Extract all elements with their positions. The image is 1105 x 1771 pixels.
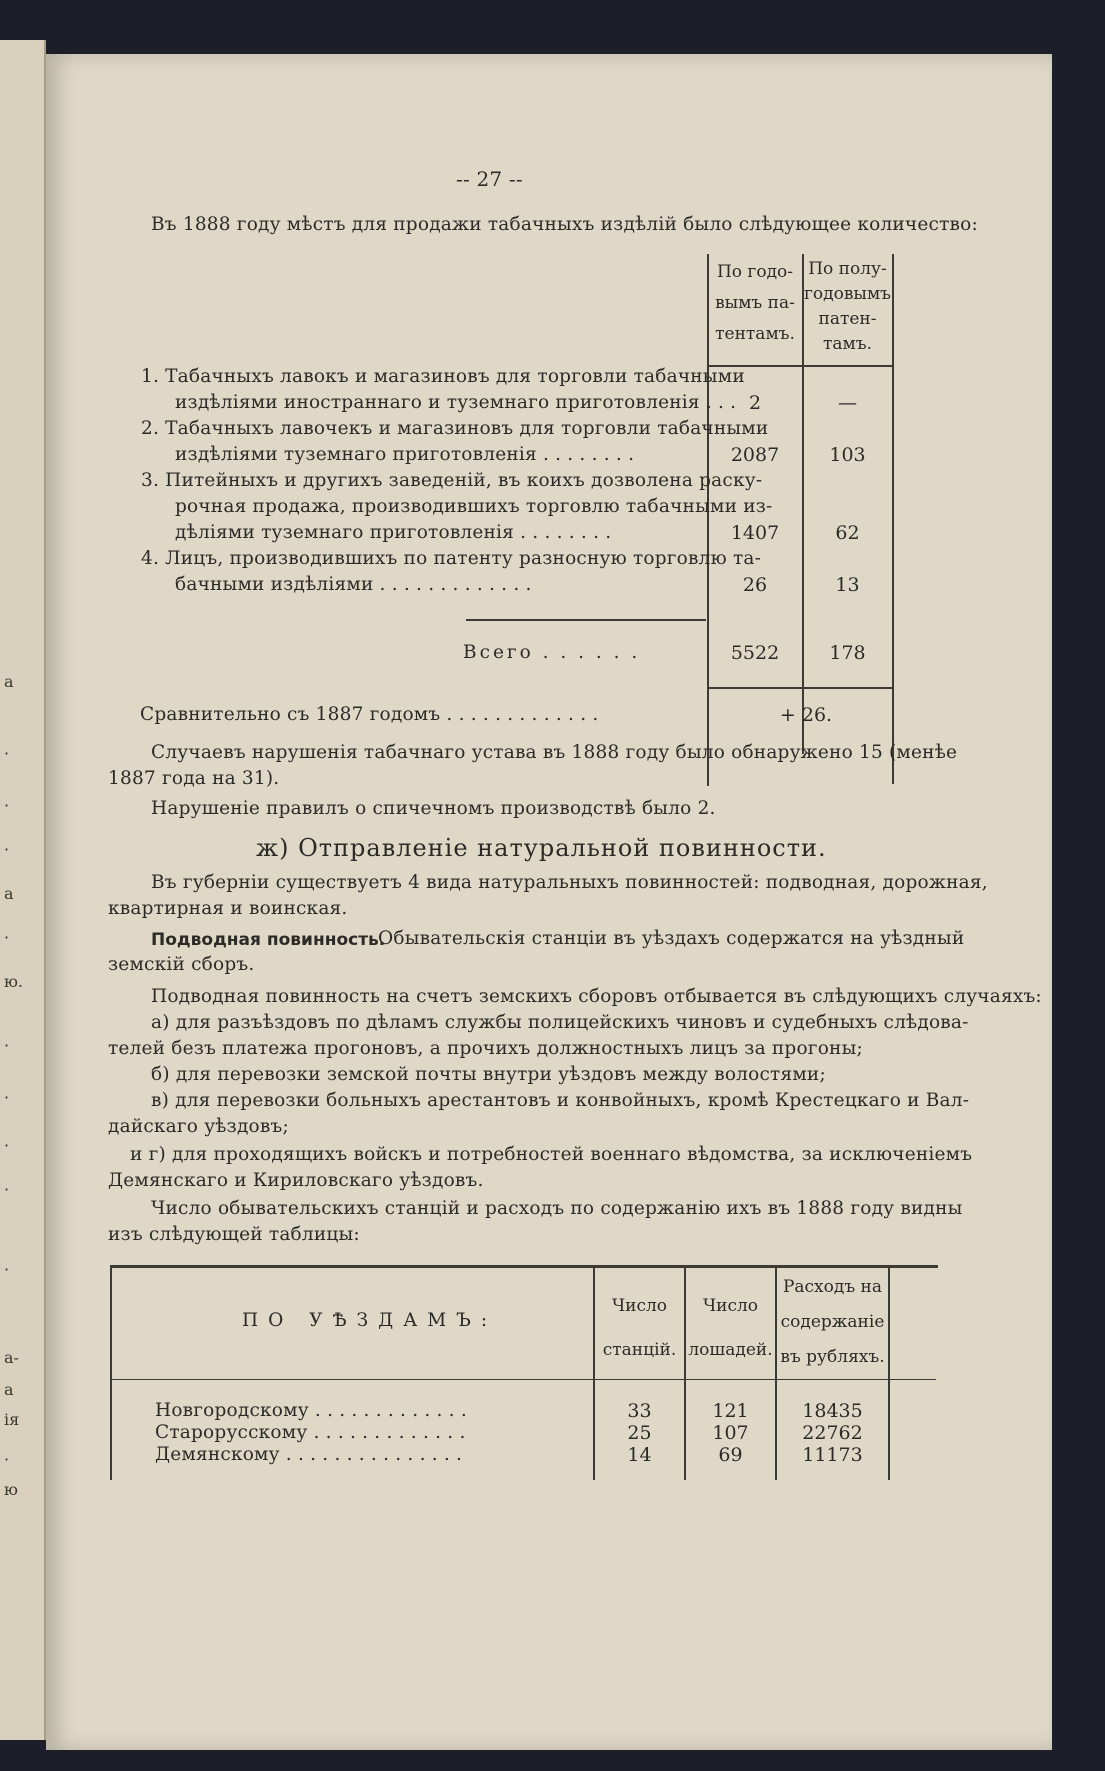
- table1-row-label: 1. Табачныхъ лавокъ и магазиновъ для торговли табачными: [141, 366, 745, 387]
- left-fragment: ·: [4, 1136, 10, 1155]
- paragraph-line: телей безъ платежа прогоновъ, а прочихъ должностныхъ лицъ за прогоны;: [108, 1038, 863, 1059]
- header-line: станцій.: [602, 1340, 677, 1360]
- left-fragment: ·: [4, 1260, 10, 1279]
- table2-row-name: Старорусскому . . . . . . . . . . . . .: [155, 1422, 466, 1443]
- table1-total-label: Всего . . . . . .: [463, 642, 641, 663]
- left-fragment: ·: [4, 1036, 10, 1055]
- table1-row-label: рочная продажа, производившихъ торговлю табачными из-: [175, 496, 773, 517]
- paragraph-line: Обывательскія станціи въ уѣздахъ содержатся на уѣздный: [378, 928, 965, 949]
- paragraph-line: Демянскаго и Кириловскаго уѣздовъ.: [108, 1170, 484, 1191]
- table1-divider: [892, 254, 894, 784]
- table2-value: 22762: [802, 1422, 863, 1444]
- paragraph-line: квартирная и воинская.: [108, 898, 348, 919]
- left-fragment: а: [4, 1380, 14, 1399]
- table2-value: 121: [712, 1400, 749, 1422]
- table1-value: 62: [835, 522, 860, 544]
- table1-value: —: [838, 392, 857, 414]
- paragraph-line: в) для перевозки больныхъ арестантовъ и конвойныхъ, кромѣ Крестецкаго и Вал-: [151, 1090, 970, 1111]
- left-fragment: ·: [4, 1180, 10, 1199]
- table1-row-label: издѣліями иностраннаго и туземнаго приготовленія . . .: [175, 392, 737, 413]
- page-number: -- 27 --: [456, 167, 523, 191]
- paragraph-line: Нарушеніе правилъ о спичечномъ производствѣ было 2.: [151, 798, 716, 819]
- header-line: годовымъ: [804, 284, 891, 304]
- left-fragment: ія: [4, 1410, 20, 1429]
- table1-value: 13: [835, 574, 860, 596]
- header-line: тамъ.: [823, 334, 872, 354]
- paragraph-line: Въ губерніи существуетъ 4 вида натуральныхъ повинностей: подводная, дорожная,: [151, 872, 988, 893]
- paragraph-line: дайскаго уѣздовъ;: [108, 1116, 289, 1137]
- header-line: содержаніе: [780, 1312, 885, 1332]
- table1-col1-header: [708, 257, 802, 350]
- left-fragment: а: [4, 884, 14, 903]
- table2-divider: [888, 1267, 890, 1480]
- paragraph-line: земскій сборъ.: [108, 954, 255, 975]
- table1-row-label: 3. Питейныхъ и другихъ заведеній, въ коихъ дозволена раску-: [141, 470, 763, 491]
- left-fragment: а: [4, 672, 14, 691]
- table2-horses-header: [686, 1284, 775, 1372]
- paragraph-line: Число обывательскихъ станцій и расходъ по содержанію ихъ въ 1888 году видны: [151, 1198, 963, 1219]
- paragraph-line: изъ слѣдующей таблицы:: [108, 1224, 360, 1245]
- table1-row-label: дѣліями туземнаго приготовленія . . . . . . . .: [175, 522, 612, 543]
- table2-divider: [110, 1267, 112, 1480]
- paragraph-line: б) для перевозки земской почты внутри уѣздовъ между волостями;: [151, 1064, 826, 1085]
- table1-value: 2087: [730, 444, 780, 466]
- header-line: По полу-: [808, 259, 887, 279]
- table1-row-label: издѣліями туземнаго приготовленія . . . . . . . .: [175, 444, 635, 465]
- left-fragment: ·: [4, 744, 10, 763]
- paragraph-line: Случаевъ нарушенія табачнаго устава въ 1888 году было обнаружено 15 (менѣе: [151, 742, 958, 763]
- table2-value: 18435: [802, 1400, 863, 1422]
- table2-value: 33: [627, 1400, 652, 1422]
- left-fragment: а-: [4, 1348, 19, 1367]
- table1-row-label: 2. Табачныхъ лавочекъ и магазиновъ для торговли табачными: [141, 418, 769, 439]
- table1-col2-header: [803, 257, 892, 357]
- table1-row-label: бачными издѣліями . . . . . . . . . . . . .: [175, 574, 532, 595]
- left-fragment: ю: [4, 1480, 18, 1499]
- paragraph-line: а) для разъѣздовъ по дѣламъ службы полицейскихъ чиновъ и судебныхъ слѣдова-: [151, 1012, 969, 1033]
- header-line: Число: [702, 1296, 759, 1316]
- section-heading: ж) Отправленіе натуральной повинности.: [256, 834, 827, 862]
- left-page-edge: [0, 40, 46, 1740]
- left-fragment: ·: [4, 928, 10, 947]
- left-fragment: ·: [4, 1450, 10, 1469]
- table2-expense-header: [777, 1270, 888, 1375]
- table2-value: 14: [627, 1444, 652, 1466]
- header-line: Расходъ на: [782, 1277, 883, 1297]
- cart-duty-label: Подводная повинность.: [151, 930, 386, 950]
- table1-total-rule: [709, 687, 892, 689]
- table2-value: 25: [627, 1422, 652, 1444]
- table1-row-label: 4. Лицъ, производившихъ по патенту разносную торговлю та-: [141, 548, 762, 569]
- table2-value: 11173: [802, 1444, 863, 1466]
- table1-value: 2: [748, 392, 762, 414]
- header-line: Число: [611, 1296, 668, 1316]
- paragraph-line: Подводная повинность на счетъ земскихъ сборовъ отбывается въ слѣдующихъ случаяхъ:: [151, 986, 1042, 1007]
- header-line: По годо-: [716, 262, 794, 282]
- table2-value: 69: [718, 1444, 743, 1466]
- table2-stations-header: [595, 1284, 684, 1372]
- table2-row-name: Демянскому . . . . . . . . . . . . . . .: [155, 1444, 463, 1465]
- table2-header-rule: [110, 1379, 936, 1380]
- intro-text: Въ 1888 году мѣстъ для продажи табачныхъ издѣлій было слѣдующее количество:: [151, 214, 978, 235]
- table1-value: 1407: [730, 522, 780, 544]
- left-fragment: ·: [4, 840, 10, 859]
- document-page: [46, 54, 1052, 1750]
- paragraph-line: и г) для проходящихъ войскъ и потребностей военнаго вѣдомства, за исключеніемъ: [130, 1144, 973, 1165]
- header-line: патен-: [818, 309, 877, 329]
- comparison-label: Сравнительно съ 1887 годомъ . . . . . . . . . . . . .: [140, 704, 599, 725]
- table2-district-header: ПО УѢЗДАМЪ:: [242, 1310, 498, 1331]
- table2-top-rule: [110, 1265, 938, 1268]
- header-line: лошадей.: [688, 1340, 773, 1360]
- left-fragment: ·: [4, 1088, 10, 1107]
- table1-value: 26: [742, 574, 768, 596]
- header-line: вымъ па-: [715, 293, 795, 313]
- header-line: въ рубляхъ.: [780, 1347, 885, 1367]
- left-fragment: ю.: [4, 972, 24, 991]
- table2-value: 107: [712, 1422, 749, 1444]
- table1-total-value: 178: [829, 642, 866, 664]
- table1-total-value: 5522: [730, 642, 780, 664]
- comparison-value: + 26.: [779, 704, 833, 726]
- header-line: тентамъ.: [715, 324, 795, 344]
- table1-total-rule: [466, 619, 706, 621]
- table2-row-name: Новгородскому . . . . . . . . . . . . .: [155, 1400, 467, 1421]
- table1-value: 103: [829, 444, 866, 466]
- left-fragment: ·: [4, 796, 10, 815]
- paragraph-line: 1887 года на 31).: [108, 768, 280, 789]
